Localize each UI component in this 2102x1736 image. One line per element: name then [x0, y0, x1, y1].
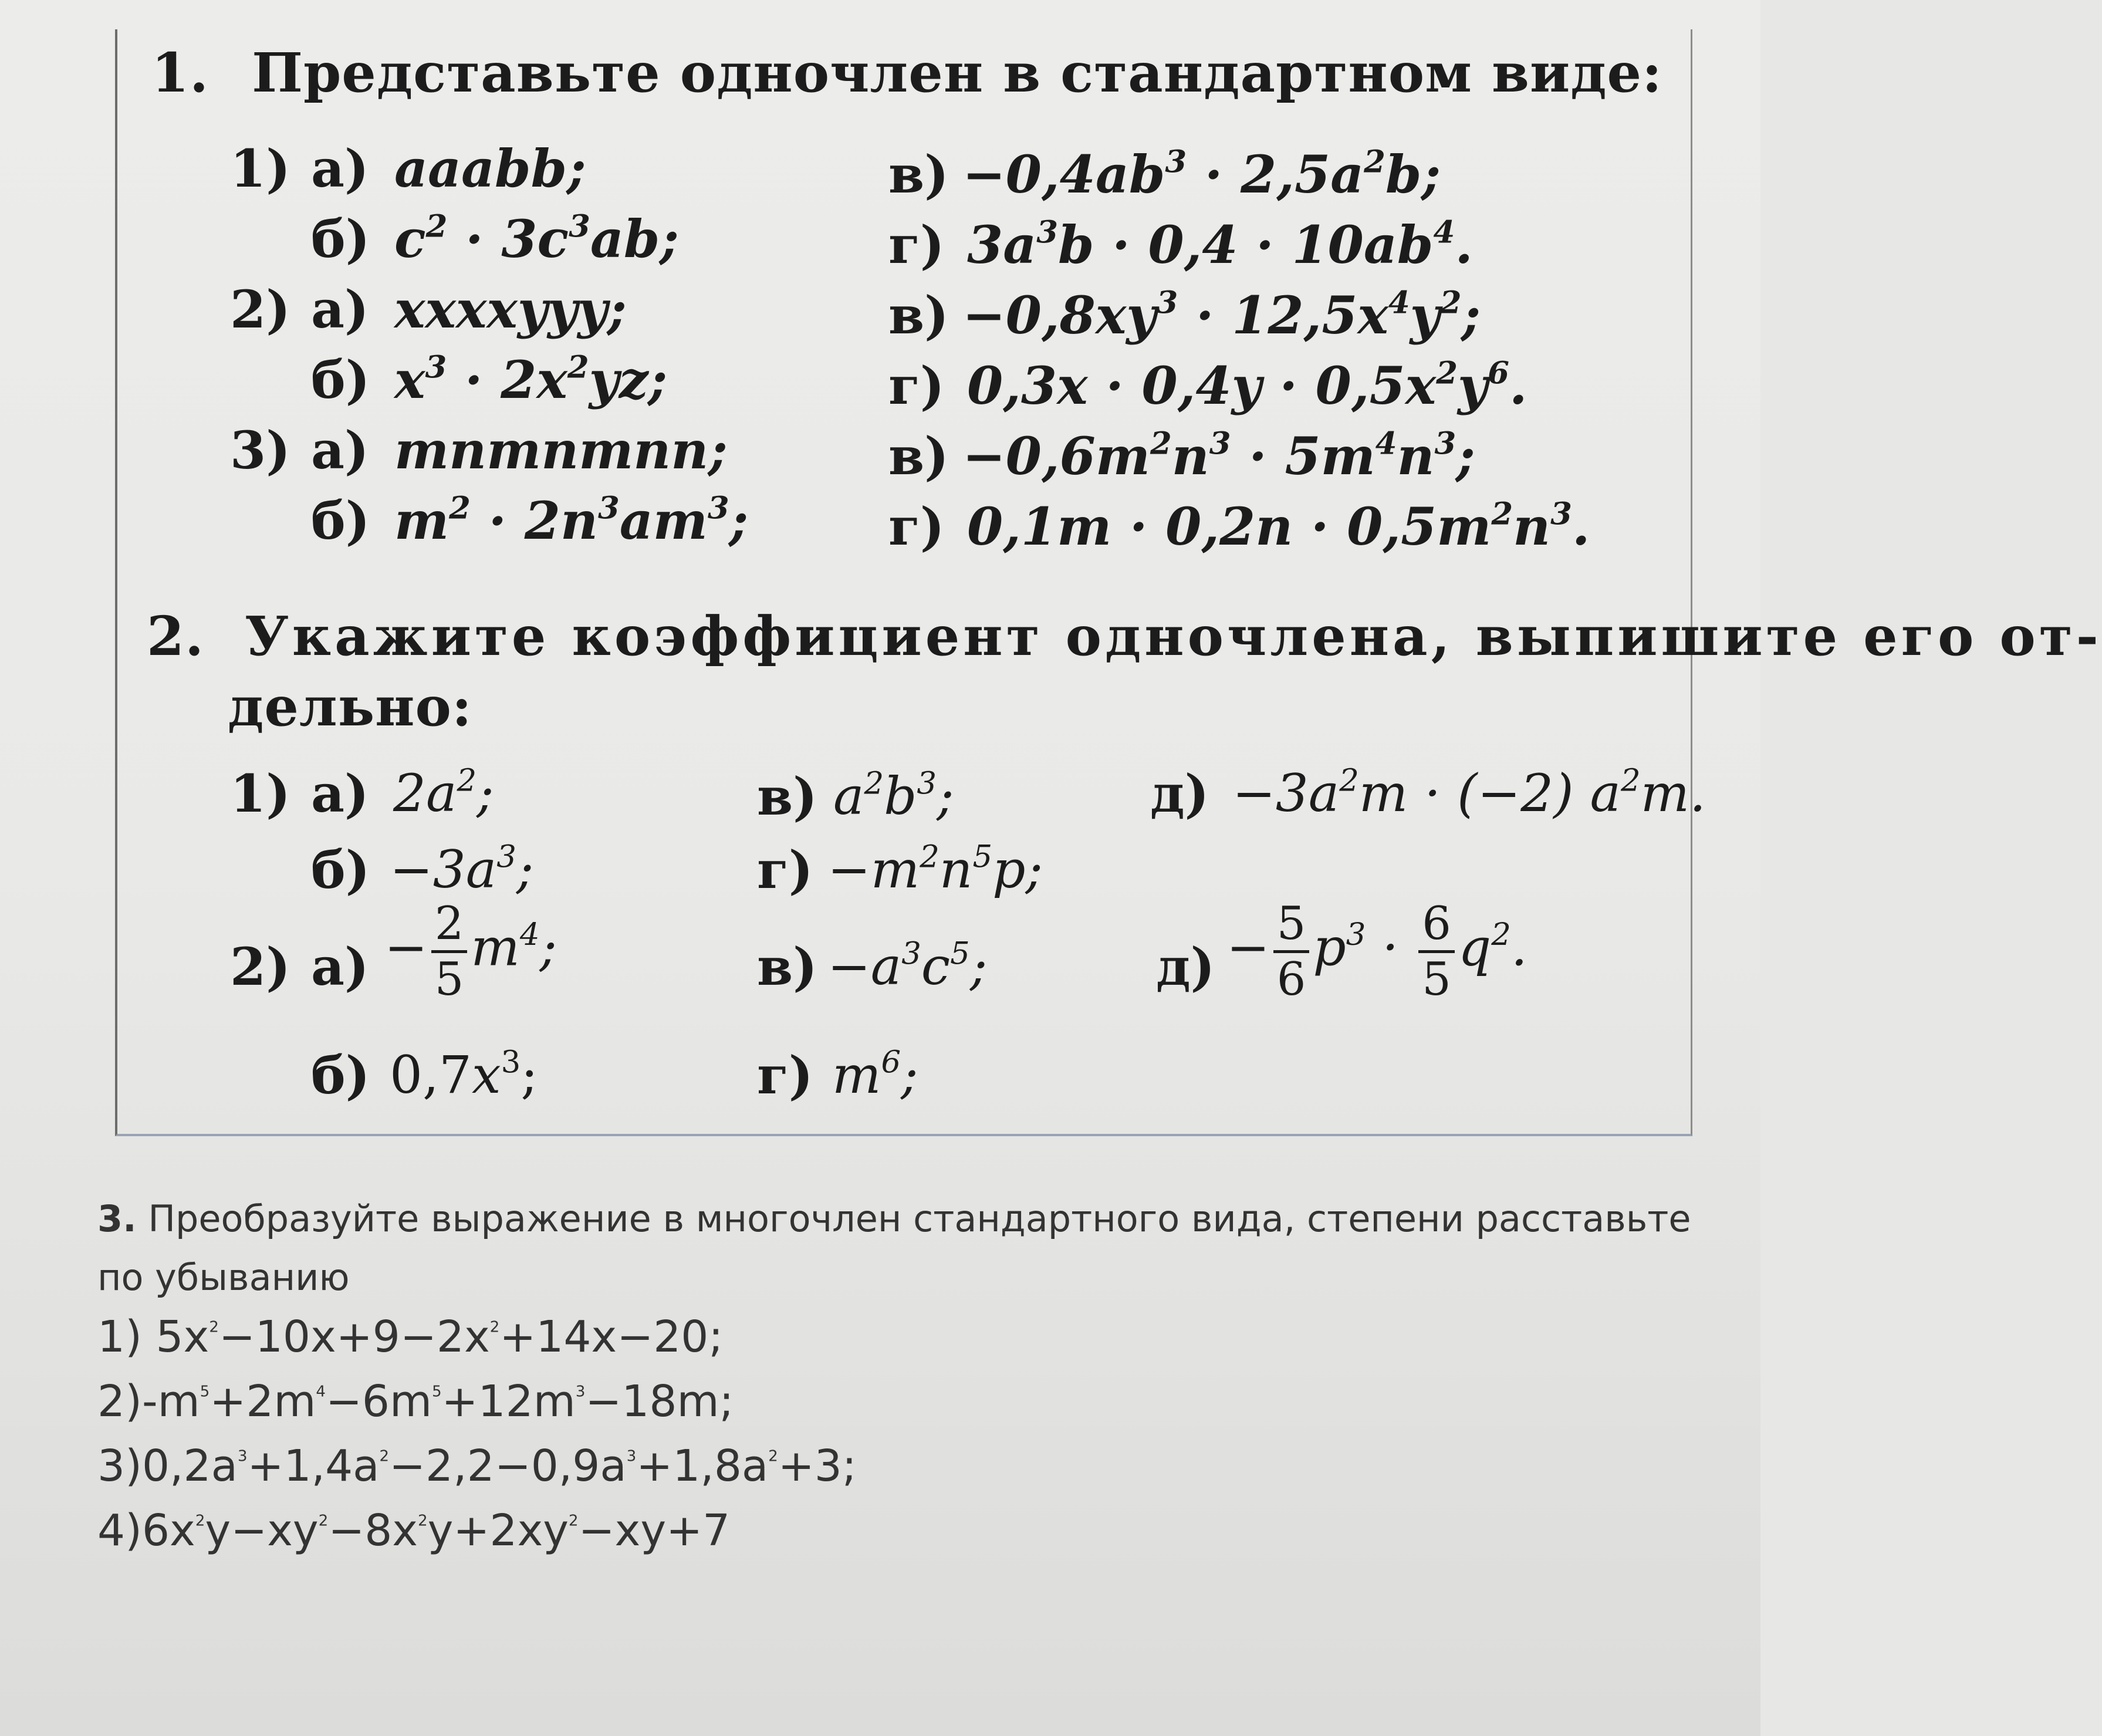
- s1-item-label: в): [888, 425, 949, 487]
- section2-heading: [147, 604, 2102, 668]
- s2-item-2v-expr: $-a^3c^5$;: [827, 935, 988, 997]
- section2-title-line1: Укажите коэффициент одночлена, выпишите его от-: [245, 604, 2102, 668]
- s3-item-3: $3)0,2a^3+1,4a^2-2,2-0,9a^3+1,8a^2+3$;: [97, 1441, 857, 1491]
- s2-item-label: г): [757, 1045, 813, 1106]
- section3-heading: [97, 1197, 1691, 1240]
- s2-item-label: а): [311, 936, 369, 997]
- s1-item-label: б): [311, 490, 370, 551]
- s1-item-label: в): [888, 144, 949, 205]
- s2-item-2g-expr: $m^6$;: [832, 1044, 918, 1105]
- s1-item-2v-expr: $-0,8xy^3 \cdot 12,5x^4y^2$;: [962, 284, 1481, 346]
- s1-item-label: б): [311, 208, 370, 269]
- s1-item-2b-expr: $x^3 \cdot 2x^2yz$;: [394, 349, 668, 410]
- s2-item-1g-expr: $-m^2n^5p$;: [827, 839, 1043, 900]
- s1-item-2a-expr: xxxxyyy;: [394, 279, 627, 340]
- s1-item-1v-expr: $-0,4ab^3 \cdot 2,5a^2b$;: [962, 143, 1441, 205]
- s1-group-3: 3): [230, 420, 290, 481]
- section1-heading: [151, 41, 1662, 104]
- s1-item-1g-expr: $3a^3b \cdot 0,4 \cdot 10ab^4$.: [967, 214, 1473, 275]
- s1-item-label: г): [888, 214, 945, 275]
- fraction: $\frac{6}{5}$: [1418, 901, 1455, 1002]
- section1-title: Представьте одночлен в стандартном виде:: [252, 41, 1663, 104]
- s1-item-2g-expr: $0,3x \cdot 0,4y \cdot 0,5x^2y^6$.: [967, 354, 1528, 416]
- section1-number: 1.: [151, 41, 209, 104]
- s1-item-label: г): [888, 355, 945, 416]
- fraction: $\frac{5}{6}$: [1273, 901, 1310, 1002]
- s1-group-1: 1): [230, 138, 290, 199]
- s2-item-label: д): [1156, 936, 1215, 997]
- s2-item-label: д): [1150, 763, 1209, 824]
- section2-title-line2: дельно:: [228, 675, 472, 738]
- s2-item-1b-expr: $-3a^3$;: [390, 839, 534, 900]
- s1-group-2: 2): [230, 279, 290, 340]
- section3-title-line1: Преобразуйте выражение в многочлен стандартного вида, степени расставьте: [148, 1197, 1691, 1240]
- section3-title-line2: по убыванию: [97, 1256, 350, 1299]
- s2-item-1a-expr: $2a^2$;: [393, 762, 494, 823]
- s1-item-label: а): [311, 138, 369, 199]
- section3-number: 3.: [97, 1197, 137, 1240]
- s2-item-label: а): [311, 763, 369, 824]
- s2-item-2d-expr: − $\frac{5}{6}$ $p^3$ · $\frac{6}{5}$ $q^2$.: [1226, 897, 1528, 1006]
- s1-item-label: б): [311, 349, 370, 410]
- s2-item-label: б): [311, 839, 370, 900]
- s1-item-1a-expr: aaabb;: [394, 138, 586, 199]
- s1-item-label: в): [888, 285, 949, 346]
- s1-item-1b-expr: $c^2 \cdot 3c^3ab$;: [394, 208, 679, 269]
- s1-item-label: а): [311, 279, 369, 340]
- section2-number: 2.: [147, 604, 205, 668]
- s2-item-label: б): [311, 1045, 370, 1106]
- s2-group-2: 2): [230, 936, 290, 997]
- s2-item-label: г): [757, 839, 813, 900]
- s2-item-label: в): [757, 936, 817, 997]
- s2-item-2a-expr: − $\frac{2}{5}$ $m^4$;: [384, 897, 557, 1006]
- s1-item-3b-expr: $m^2 \cdot 2n^3am^3$;: [394, 489, 749, 551]
- s3-item-1: 1) $5x^2-10x+9-2x^2+14x-20$;: [97, 1312, 724, 1362]
- s1-item-3a-expr: mnmnmnn;: [394, 420, 728, 481]
- s1-item-3v-expr: $-0,6m^2n^3 \cdot 5m^4n^3$;: [962, 425, 1475, 487]
- s2-item-label: в): [757, 766, 817, 827]
- s3-item-4: $4)6x^2y-xy^2-8x^2y+2xy^2-xy+7$: [97, 1505, 731, 1556]
- s2-item-2b-expr: $0,7x^3$;: [390, 1044, 538, 1105]
- s3-item-2: $2)-m^5+2m^4-6m^5+12m^3-18m$;: [97, 1376, 734, 1427]
- s1-item-3g-expr: $0,1m \cdot 0,2n \cdot 0,5m^2n^3$.: [967, 495, 1590, 557]
- s1-item-label: г): [888, 496, 945, 557]
- s2-item-1v-expr: $a^2b^3$;: [833, 765, 954, 826]
- s2-group-1: 1): [230, 763, 290, 824]
- s1-item-label: а): [311, 420, 369, 481]
- fraction: $\frac{2}{5}$: [431, 901, 468, 1002]
- s2-item-1d-expr: $-3a^2m \cdot (-2)$ $a^2m$.: [1232, 762, 1706, 823]
